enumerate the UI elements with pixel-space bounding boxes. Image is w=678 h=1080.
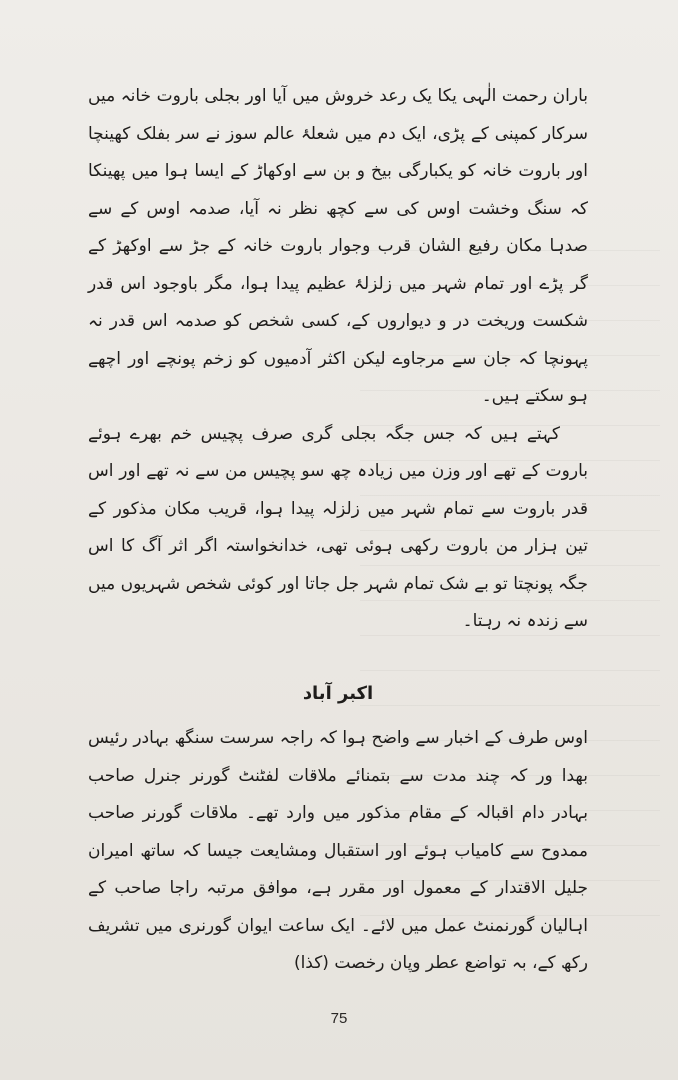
page-number: 75	[330, 1010, 348, 1027]
paragraph-lightning-strike: باران رحمت الٰہی یکا یک رعد خروش میں آیا اور بجلی باروت خانہ میں سرکار کمپنی کے پڑی، ایک دم میں شعلۂ عالم سوز نے سر بفلک کھینچا اور باروت خانہ کو یکبارگی بیخ و بن سے اوکھاڑ کے ایسا ہوا میں پھینکا کہ سنگ وخشت اوس کی سے کچھ نظر نہ آیا، صدمہ اوس کے سے صدہا مکان رفیع الشان قرب وجوار باروت خانہ کے جڑ سے اوکھڑ کے گر پڑے اور تمام شہر میں زلزلۂ عظیم پیدا ہوا، مگر باوجود اس قدر شکست وریخت در و دیواروں کے، کسی شخص کو صدمہ اس قدر نہ پہونچا کہ جان سے مرجاوے لیکن اکثر آدمیوں کو زخم پونچے اور اچھے ہو سکتے ہیں۔	[88, 86, 588, 406]
paragraph-gunpowder-quantity: کہتے ہیں کہ جس جگہ بجلی گری صرف پچیس خم بھرے ہوئے باروت کے تھے اور وزن میں زیادہ چھ سو پچیس من سے نہ تھے اور اس قدر باروت سے تمام شہر میں زلزلہ پیدا ہوا، قریب مکان مذکور کے تین ہزار من باروت رکھی ہوئی تھی، خدانخواستہ اگر اثر آگ کا اس جگہ پونچتا تو بے شک تمام شہر جل جاتا اور کوئی شخص شہریوں میں سے زندہ نہ رہتا۔	[88, 423, 588, 631]
paragraph-akbarabad-news: اوس طرف کے اخبار سے واضح ہوا کہ راجہ سرست سنگھ بہادر رئیس بھدا ور کہ چند مدت سے بتمنائے ملاقات لفٹنٹ گورنر جنرل صاحب بہادر دام اقبالہ کے مقام مذکور میں وارد تھے۔ ملاقات گورنر صاحب ممدوح سے کامیاب ہوئے اور استقبال ومشایعت جیسا کہ ساتھ امیران جلیل الاقتدار کے معمول اور مقرر ہے، موافق مرتبہ راجا صاحب کے اہالیان گورنمنٹ عمل میں لائے۔ ایک ساعت ایوان گورنری میں تشریف رکھ کے، بہ تواضع عطر وپان رخصت (کذا)	[88, 728, 588, 973]
section-heading: اکبر آباد	[302, 682, 374, 704]
main-text-block	[88, 78, 588, 983]
